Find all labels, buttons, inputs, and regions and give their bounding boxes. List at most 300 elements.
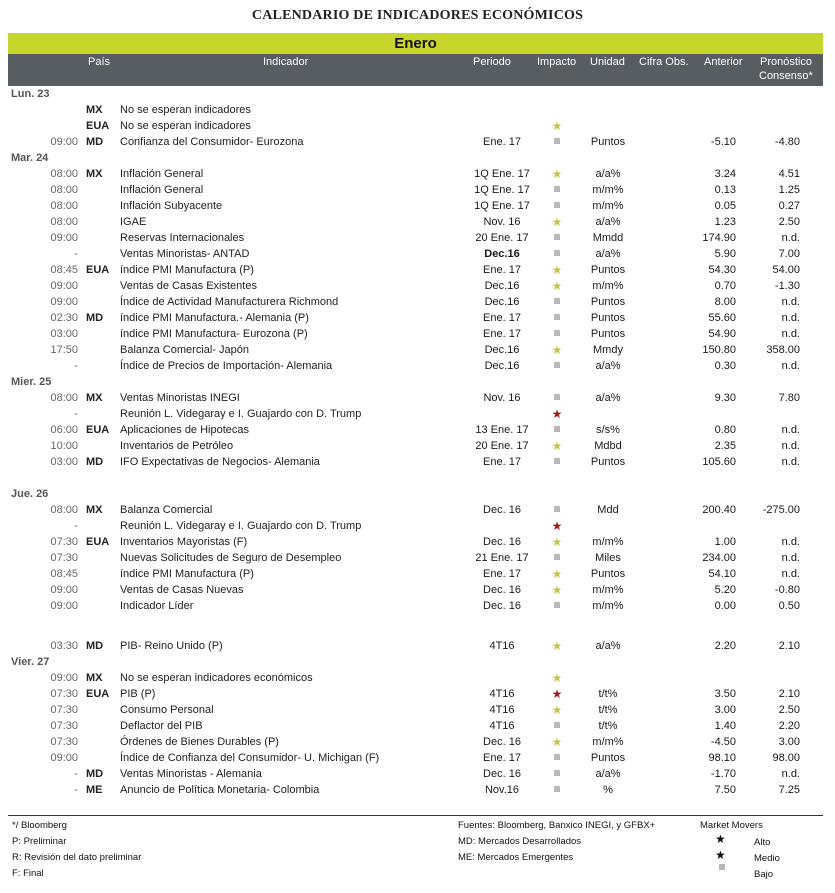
impact-bajo-square-icon — [546, 766, 568, 782]
period-cell: Ene. 17 — [483, 264, 521, 276]
time-cell: 17:50 — [50, 344, 78, 356]
forecast-cell: -4.80 — [774, 136, 800, 148]
previous-cell: 3.24 — [714, 168, 736, 180]
table-row — [8, 246, 823, 262]
impact-bajo-square-icon — [546, 782, 568, 798]
time-cell: 06:00 — [50, 424, 78, 436]
previous-cell: 1.00 — [714, 536, 736, 548]
previous-cell: 105.60 — [702, 456, 736, 468]
time-cell: 07:30 — [50, 688, 78, 700]
forecast-cell: -1.30 — [774, 280, 800, 292]
impact-bajo-square-icon — [546, 750, 568, 766]
impact-bajo-square-icon — [546, 198, 568, 214]
time-cell: 07:30 — [50, 720, 78, 732]
previous-cell: 234.00 — [702, 552, 736, 564]
unit-cell: Puntos — [590, 312, 626, 324]
time-cell: 03:00 — [50, 328, 78, 340]
previous-cell: 174.90 — [702, 232, 736, 244]
forecast-cell: 358.00 — [766, 344, 800, 356]
previous-cell: 1.40 — [714, 720, 736, 732]
legend-alto-label: Alto — [754, 837, 771, 848]
previous-cell: -1.70 — [710, 768, 736, 780]
time-cell: 09:00 — [50, 232, 78, 244]
previous-cell: 2.20 — [714, 640, 736, 652]
period-cell: Dec. 16 — [483, 600, 521, 612]
unit-cell: m/m% — [592, 736, 624, 748]
footer-note-bloomberg: */ Bloomberg — [12, 820, 67, 831]
unit-cell: s/s% — [596, 424, 620, 436]
period-cell: Ene. 17 — [483, 568, 521, 580]
legend-medio-label: Medio — [754, 853, 780, 864]
time-cell: 09:00 — [50, 584, 78, 596]
table-row — [8, 454, 823, 470]
period-cell: Ene. 17 — [483, 752, 521, 764]
header-country: País — [88, 56, 111, 68]
month-banner: Enero — [8, 33, 823, 54]
footer-me: ME: Mercados Emergentes — [458, 852, 574, 863]
unit-cell: a/a% — [595, 392, 621, 404]
table-row — [8, 198, 823, 214]
period-cell: Ene. 17 — [483, 456, 521, 468]
period-cell: Dec. 16 — [483, 768, 521, 780]
footer-note-preliminar: P: Preliminar — [12, 836, 67, 847]
indicator-cell: Inflación General — [120, 168, 204, 180]
time-cell: - — [74, 408, 78, 420]
table-row — [8, 766, 823, 782]
country-cell: MX — [86, 672, 103, 684]
country-cell: MD — [86, 312, 104, 324]
table-row — [8, 422, 823, 438]
indicator-cell: Balanza Comercial- Japón — [120, 344, 250, 356]
forecast-cell: n.d. — [781, 296, 800, 308]
previous-cell: 1.23 — [714, 216, 736, 228]
forecast-cell: n.d. — [781, 552, 800, 564]
time-cell: - — [74, 784, 78, 796]
indicator-cell: Índice de Actividad Manufacturera Richmond — [120, 296, 339, 308]
indicator-cell: Inflación Subyacente — [120, 200, 223, 212]
previous-cell: -4.50 — [710, 736, 736, 748]
country-cell: EUA — [86, 536, 110, 548]
indicator-cell: índice PMI Manufactura- Eurozona (P) — [120, 328, 308, 340]
time-cell: 08:45 — [50, 264, 78, 276]
period-cell: Nov. 16 — [483, 392, 521, 404]
period-cell: Dec.16 — [484, 248, 520, 260]
day-header-row — [8, 486, 823, 502]
table-header — [8, 54, 823, 86]
country-cell: MX — [86, 168, 103, 180]
forecast-cell: 4.51 — [778, 168, 800, 180]
previous-cell: 5.20 — [714, 584, 736, 596]
impact-medio-star-icon: ★ — [551, 343, 563, 357]
impact-bajo-square-icon — [546, 246, 568, 262]
day-header-row — [8, 86, 823, 102]
forecast-cell: -0.80 — [774, 584, 800, 596]
forecast-cell: 54.00 — [772, 264, 800, 276]
period-cell: 4T16 — [489, 688, 515, 700]
forecast-cell: n.d. — [781, 312, 800, 324]
unit-cell: Puntos — [590, 568, 626, 580]
table-row — [8, 358, 823, 374]
previous-cell: 0.05 — [714, 200, 736, 212]
impact-alto-star-icon: ★ — [551, 519, 563, 533]
impact-medio-star-icon: ★ — [551, 167, 563, 181]
country-cell: MX — [86, 104, 103, 116]
period-cell: 20 Ene. 17 — [475, 232, 529, 244]
time-cell: 08:00 — [50, 168, 78, 180]
previous-cell: 150.80 — [702, 344, 736, 356]
unit-cell: Puntos — [590, 264, 626, 276]
forecast-cell: 7.25 — [778, 784, 800, 796]
impact-medio-star-icon: ★ — [551, 567, 563, 581]
period-cell: Ene. 17 — [483, 328, 521, 340]
table-row — [8, 782, 823, 798]
legend-bajo-label: Bajo — [754, 869, 774, 880]
country-cell: EUA — [86, 688, 110, 700]
impact-medio-star-icon: ★ — [551, 279, 563, 293]
indicator-cell: Ventas Minoristas - Alemania — [120, 768, 262, 780]
impact-medio-star-icon: ★ — [551, 439, 563, 453]
impact-bajo-square-icon — [546, 598, 568, 614]
footer-note-final: F: Final — [12, 868, 44, 879]
previous-cell: 8.00 — [714, 296, 736, 308]
period-cell: Dec.16 — [484, 296, 520, 308]
table-row — [8, 598, 823, 614]
impact-bajo-square-icon — [546, 326, 568, 342]
time-cell: 09:00 — [50, 672, 78, 684]
time-cell: 02:30 — [50, 312, 78, 324]
unit-cell: m/m% — [592, 184, 624, 196]
country-cell: MD — [86, 136, 104, 148]
day-label: Lun. 23 — [11, 88, 50, 100]
table-row — [8, 638, 823, 654]
period-cell: 4T16 — [489, 704, 515, 716]
table-row — [8, 278, 823, 294]
table-row — [8, 182, 823, 198]
country-cell: MX — [86, 392, 103, 404]
time-cell: 03:00 — [50, 456, 78, 468]
unit-cell: a/a% — [595, 360, 621, 372]
country-cell: MX — [86, 504, 103, 516]
impact-medio-star-icon: ★ — [551, 583, 563, 597]
forecast-cell: n.d. — [781, 536, 800, 548]
footer — [8, 815, 823, 880]
unit-cell: m/m% — [592, 280, 624, 292]
table-row — [8, 670, 823, 686]
header-forecast-1: Pronóstico — [760, 56, 812, 68]
table-row — [8, 262, 823, 278]
day-header-row — [8, 150, 823, 166]
indicator-cell: Confianza del Consumidor- Eurozona — [120, 136, 304, 148]
impact-medio-star-icon: ★ — [551, 263, 563, 277]
forecast-cell: 2.20 — [778, 720, 800, 732]
time-cell: - — [74, 248, 78, 260]
period-cell: 13 Ene. 17 — [475, 424, 529, 436]
forecast-cell: 2.10 — [778, 640, 800, 652]
previous-cell: 0.13 — [714, 184, 736, 196]
period-cell: 1Q Ene. 17 — [474, 184, 530, 196]
impact-bajo-square-icon — [546, 182, 568, 198]
header-actual: Cifra Obs. — [639, 56, 689, 68]
period-cell: 1Q Ene. 17 — [474, 168, 530, 180]
table-row — [8, 734, 823, 750]
unit-cell: Mdbd — [594, 440, 622, 452]
unit-cell: t/t% — [598, 720, 618, 732]
indicator-cell: Anuncio de Política Monetaria- Colombia — [120, 784, 320, 796]
impact-medio-star-icon: ★ — [551, 535, 563, 549]
indicator-cell: Reunión L. Videgaray e I. Guajardo con D. Trump — [120, 408, 362, 420]
indicator-cell: Ventas Minoristas INEGI — [120, 392, 240, 404]
indicator-cell: Aplicaciones de Hipotecas — [120, 424, 250, 436]
period-cell: Dec. 16 — [483, 584, 521, 596]
period-cell: 4T16 — [489, 720, 515, 732]
forecast-cell: n.d. — [781, 424, 800, 436]
header-impact: Impacto — [537, 56, 577, 68]
forecast-cell: n.d. — [781, 568, 800, 580]
forecast-cell: 1.25 — [778, 184, 800, 196]
time-cell: 08:00 — [50, 216, 78, 228]
time-cell: 10:00 — [50, 440, 78, 452]
time-cell: - — [74, 768, 78, 780]
impact-bajo-square-icon — [546, 310, 568, 326]
previous-cell: 5.90 — [714, 248, 736, 260]
time-cell: 09:00 — [50, 136, 78, 148]
country-cell: MD — [86, 768, 104, 780]
unit-cell: Mmdy — [593, 344, 623, 356]
indicator-cell: No se esperan indicadores — [120, 120, 251, 132]
time-cell: 09:00 — [50, 280, 78, 292]
table-row — [8, 166, 823, 182]
header-previous: Anterior — [704, 56, 743, 68]
unit-cell: a/a% — [595, 168, 621, 180]
indicator-cell: Inventarios Mayoristas (F) — [120, 536, 248, 548]
indicator-cell: Deflactor del PIB — [120, 720, 203, 732]
period-cell: Dec.16 — [484, 280, 520, 292]
indicator-cell: Indicador Líder — [120, 600, 194, 612]
table-row — [8, 102, 823, 118]
unit-cell: a/a% — [595, 216, 621, 228]
time-cell: 07:30 — [50, 704, 78, 716]
indicator-cell: Índice de Precios de Importación- Alemania — [120, 360, 333, 372]
table-row — [8, 502, 823, 518]
impact-bajo-square-icon — [546, 390, 568, 406]
time-cell: 07:30 — [50, 736, 78, 748]
table-row — [8, 518, 823, 534]
impact-alto-star-icon: ★ — [551, 407, 563, 421]
forecast-cell: n.d. — [781, 456, 800, 468]
period-cell: Dec. 16 — [483, 536, 521, 548]
forecast-cell: n.d. — [781, 328, 800, 340]
previous-cell: -5.10 — [710, 136, 736, 148]
previous-cell: 55.60 — [708, 312, 736, 324]
indicator-cell: No se esperan indicadores económicos — [120, 672, 313, 684]
indicator-cell: Reservas Internacionales — [120, 232, 245, 244]
table-row — [8, 686, 823, 702]
day-label: Mar. 24 — [11, 152, 49, 164]
previous-cell: 54.90 — [708, 328, 736, 340]
unit-cell: Mdd — [597, 504, 619, 516]
legend-medio-star-icon: ★ — [715, 848, 726, 862]
indicator-cell: Inflación General — [120, 184, 204, 196]
country-cell: EUA — [86, 424, 110, 436]
unit-cell: m/m% — [592, 200, 624, 212]
indicator-cell: Inventarios de Petróleo — [120, 440, 234, 452]
legend-alto-star-icon: ★ — [715, 832, 726, 846]
page-title: CALENDARIO DE INDICADORES ECONÓMICOS — [251, 8, 584, 23]
indicator-cell: Consumo Personal — [120, 704, 214, 716]
table-row — [8, 406, 823, 422]
unit-cell: Puntos — [590, 296, 626, 308]
forecast-cell: n.d. — [781, 440, 800, 452]
impact-bajo-square-icon — [546, 550, 568, 566]
day-header-row — [8, 654, 823, 670]
indicator-cell: PIB (P) — [120, 688, 156, 700]
forecast-cell: 0.50 — [778, 600, 800, 612]
indicator-cell: Índice de Confianza del Consumidor- U. Michigan (F) — [120, 752, 380, 764]
indicator-cell: índice PMI Manufactura.- Alemania (P) — [120, 312, 309, 324]
unit-cell: m/m% — [592, 584, 624, 596]
footer-note-revision: R: Revisión del dato preliminar — [12, 852, 142, 863]
time-cell: 09:00 — [50, 296, 78, 308]
time-cell: 09:00 — [50, 752, 78, 764]
indicator-cell: Ventas de Casas Nuevas — [120, 584, 244, 596]
time-cell: 03:30 — [50, 640, 78, 652]
indicator-cell: IFO Expectativas de Negocios- Alemania — [120, 456, 320, 468]
time-cell: 07:30 — [50, 536, 78, 548]
impact-bajo-square-icon — [546, 294, 568, 310]
unit-cell: t/t% — [598, 704, 618, 716]
indicator-cell: PIB- Reino Unido (P) — [120, 640, 223, 652]
previous-cell: 54.30 — [708, 264, 736, 276]
header-unit: Unidad — [590, 56, 625, 68]
previous-cell: 3.50 — [714, 688, 736, 700]
impact-medio-star-icon: ★ — [551, 215, 563, 229]
unit-cell: Puntos — [590, 328, 626, 340]
indicator-cell: No se esperan indicadores — [120, 104, 251, 116]
forecast-cell: n.d. — [781, 768, 800, 780]
unit-cell: m/m% — [592, 536, 624, 548]
table-row — [8, 550, 823, 566]
forecast-cell: 98.00 — [772, 752, 800, 764]
impact-bajo-square-icon — [546, 134, 568, 150]
forecast-cell: 7.80 — [778, 392, 800, 404]
forecast-cell: 3.00 — [778, 736, 800, 748]
time-cell: - — [74, 520, 78, 532]
time-cell: - — [74, 360, 78, 372]
previous-cell: 98.10 — [708, 752, 736, 764]
previous-cell: 0.00 — [714, 600, 736, 612]
impact-medio-star-icon: ★ — [551, 119, 563, 133]
period-cell: 1Q Ene. 17 — [474, 200, 530, 212]
period-cell: 21 Ene. 17 — [475, 552, 529, 564]
period-cell: 4T16 — [489, 640, 515, 652]
forecast-cell: 2.50 — [778, 704, 800, 716]
period-cell: Dec.16 — [484, 360, 520, 372]
indicator-cell: Ventas de Casas Existentes — [120, 280, 257, 292]
table-row — [8, 294, 823, 310]
indicator-cell: IGAE — [120, 216, 147, 228]
header-forecast-2: Consenso* — [759, 70, 813, 82]
unit-cell: Miles — [595, 552, 621, 564]
period-cell: Ene. 17 — [483, 136, 521, 148]
country-cell: EUA — [86, 120, 110, 132]
country-cell: MD — [86, 640, 104, 652]
time-cell: 08:00 — [50, 200, 78, 212]
day-label: Mier. 25 — [11, 376, 52, 388]
country-cell: ME — [86, 784, 103, 796]
forecast-cell: n.d. — [781, 360, 800, 372]
previous-cell: 0.30 — [714, 360, 736, 372]
time-cell: 07:30 — [50, 552, 78, 564]
impact-medio-star-icon: ★ — [551, 703, 563, 717]
impact-bajo-square-icon — [546, 422, 568, 438]
indicator-cell: Nuevas Solicitudes de Seguro de Desempleo — [120, 552, 342, 564]
impact-bajo-square-icon — [546, 718, 568, 734]
day-label: Vier. 27 — [11, 656, 50, 668]
table-row — [8, 326, 823, 342]
impact-bajo-square-icon — [546, 358, 568, 374]
forecast-cell: n.d. — [781, 232, 800, 244]
impact-alto-star-icon: ★ — [551, 687, 563, 701]
table-row — [8, 390, 823, 406]
table-row — [8, 702, 823, 718]
impact-bajo-square-icon — [546, 502, 568, 518]
time-cell: 08:00 — [50, 392, 78, 404]
unit-cell: m/m% — [592, 600, 624, 612]
indicator-cell: Ventas Minoristas- ANTAD — [120, 248, 250, 260]
unit-cell: Puntos — [590, 456, 626, 468]
unit-cell: a/a% — [595, 248, 621, 260]
table-row — [8, 214, 823, 230]
unit-cell: t/t% — [598, 688, 618, 700]
table-row — [8, 310, 823, 326]
forecast-cell: -275.00 — [762, 504, 800, 516]
table-row — [8, 718, 823, 734]
unit-cell: Puntos — [590, 752, 626, 764]
impact-medio-star-icon: ★ — [551, 735, 563, 749]
forecast-cell: 2.50 — [778, 216, 800, 228]
indicator-cell: índice PMI Manufactura (P) — [120, 568, 254, 580]
time-cell: 09:00 — [50, 600, 78, 612]
impact-bajo-square-icon — [546, 454, 568, 470]
forecast-cell: 7.00 — [778, 248, 800, 260]
period-cell: Dec.16 — [484, 344, 520, 356]
legend-title: Market Movers — [700, 820, 763, 831]
forecast-cell: 2.10 — [778, 688, 800, 700]
table-row — [8, 566, 823, 582]
impact-medio-star-icon: ★ — [551, 639, 563, 653]
indicator-cell: Órdenes de Bienes Durables (P) — [120, 736, 279, 748]
header-period: Periodo — [473, 56, 511, 68]
forecast-cell: 0.27 — [778, 200, 800, 212]
header-indicator: Indicador — [263, 56, 309, 68]
footer-sources: Fuentes: Bloomberg, Banxico INEGI, y GFBX+ — [458, 820, 656, 831]
impact-bajo-square-icon — [546, 230, 568, 246]
table-row — [8, 118, 823, 134]
country-cell: MD — [86, 456, 104, 468]
indicator-cell: índice PMI Manufactura (P) — [120, 264, 254, 276]
unit-cell: Puntos — [590, 136, 626, 148]
table-row — [8, 750, 823, 766]
period-cell: Nov.16 — [484, 784, 520, 796]
table-row — [8, 342, 823, 358]
country-cell: EUA — [86, 264, 110, 276]
time-cell: 08:00 — [50, 504, 78, 516]
period-cell: Nov. 16 — [483, 216, 521, 228]
table-row — [8, 134, 823, 150]
day-header-row — [8, 374, 823, 390]
unit-cell: a/a% — [595, 768, 621, 780]
previous-cell: 54.10 — [708, 568, 736, 580]
